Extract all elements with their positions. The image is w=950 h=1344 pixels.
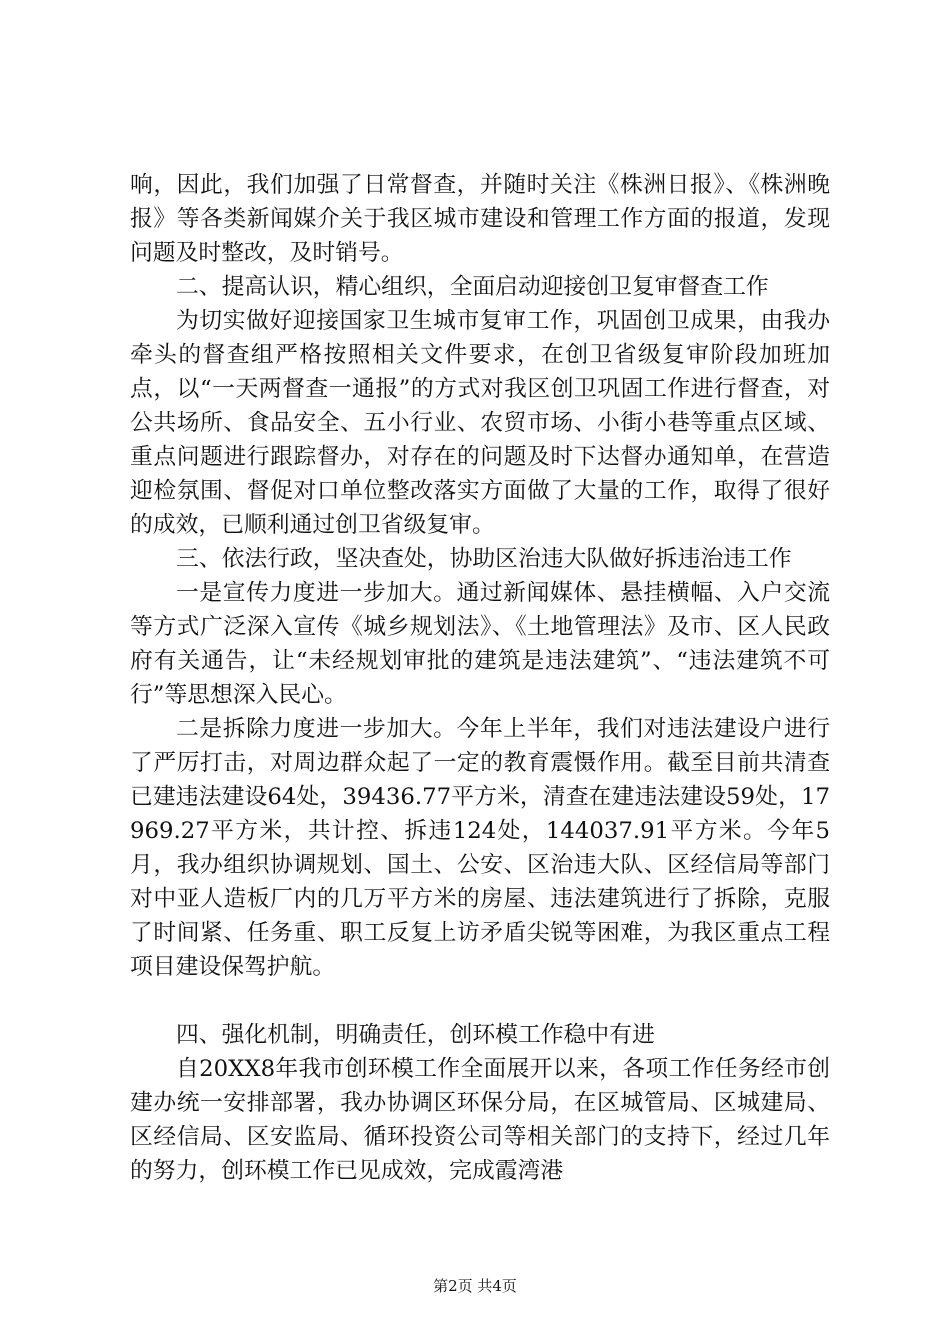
paragraph-continuation: 响，因此，我们加强了日常督查，并随时关注《株洲日报》、《株洲晚报》等各类新闻媒介关于我区城市建设和管理工作方面的报道，发现问题及时整改，及时销号。 xyxy=(130,172,830,266)
paragraph-section-4: 自20XX8年我市创环模工作全面展开以来，各项工作任务经市创建办统一安排部署，我办协调区环保分局，在区城管局、区城建局、区经信局、区安监局、循环投资公司等相关部门的支持下，经过几年的努力，创环模工作已见成效，完成霞湾港 xyxy=(130,1056,830,1184)
paragraph-section-2: 为切实做好迎接国家卫生城市复审工作，巩固创卫成果，由我办牵头的督查组严格按照相关文件要求，在创卫省级复审阶段加班加点，以“一天两督查一通报”的方式对我区创卫巩固工作进行督查，对公共场所、食品安全、五小行业、农贸市场、小街小巷等重点区域、重点问题进行跟踪督办，对存在的问题及时下达督办通知单，在营造迎检氛围、督促对口单位整改落实方面做了大量的工作，取得了很好的成效，已顺利通过创卫省级复审。 xyxy=(130,308,830,538)
section-heading-3: 三、依法行政，坚决查处，协助区治违大队做好拆违治违工作 xyxy=(176,546,792,572)
document-body xyxy=(130,168,830,1188)
paragraph-publicity: 一是宣传力度进一步加大。通过新闻媒体、悬挂横幅、入户交流等方式广泛深入宣传《城乡规划法》、《土地管理法》及市、区人民政府有关通告，让“未经规划审批的建筑是违法建筑”、“违法建筑不可行”等思想深入民心。 xyxy=(130,580,830,708)
paragraph-demolition: 二是拆除力度进一步加大。今年上半年，我们对违法建设户进行了严厉打击，对周边群众起了一定的教育震慑作用。截至目前共清查已建违法建设64处，39436.77平方米，清查在建违法建设59处，17969.27平方米，共计控、拆违124处，144037.91平方米。今年5月，我办组织协调规划、国土、公安、区治违大队、区经信局等部门对中亚人造板厂内的几万平方米的房屋、违法建筑进行了拆除，克服了时间紧、任务重、职工反复上访矛盾尖锐等困难，为我区重点工程项目建设保驾护航。 xyxy=(130,716,830,980)
section-heading-2: 二、提高认识，精心组织，全面启动迎接创卫复审督查工作 xyxy=(176,274,769,300)
page-number-footer: 第2页 共4页 xyxy=(433,1277,517,1295)
section-heading-4: 四、强化机制，明确责任，创环模工作稳中有进 xyxy=(176,1022,655,1048)
